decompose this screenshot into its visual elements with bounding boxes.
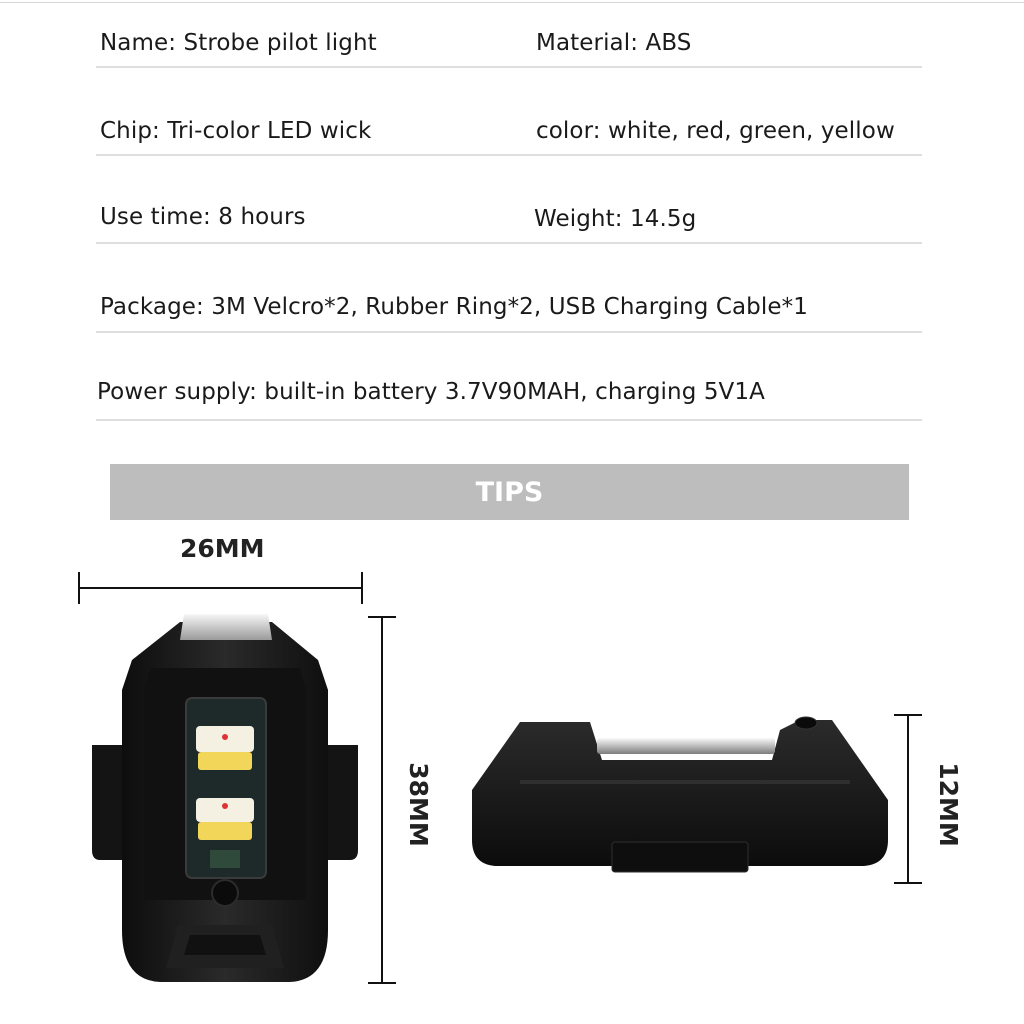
spec-power-supply: Power supply: built-in battery 3.7V90MAH, charging 5V1A xyxy=(97,379,765,405)
dimension-height-line xyxy=(368,617,396,983)
spec-package: Package: 3M Velcro*2, Rubber Ring*2, USB Charging Cable*1 xyxy=(100,294,808,320)
spec-weight: Weight: 14.5g xyxy=(534,206,697,232)
spec-material: Material: ABS xyxy=(536,30,692,56)
device-side-view xyxy=(472,717,888,872)
dimension-height-label: 38MM xyxy=(403,762,433,847)
spec-color: color: white, red, green, yellow xyxy=(536,118,895,144)
spec-use-time: Use time: 8 hours xyxy=(100,204,306,230)
device-front-view xyxy=(92,614,358,982)
spec-chip: Chip: Tri-color LED wick xyxy=(100,118,372,144)
dimension-thickness-label: 12MM xyxy=(933,762,963,847)
tips-banner: TIPS xyxy=(110,464,909,520)
dimension-width-line xyxy=(79,572,362,604)
spec-name: Name: Strobe pilot light xyxy=(100,30,377,56)
dimension-thickness-line xyxy=(894,715,922,883)
dimension-width-label: 26MM xyxy=(180,534,265,563)
